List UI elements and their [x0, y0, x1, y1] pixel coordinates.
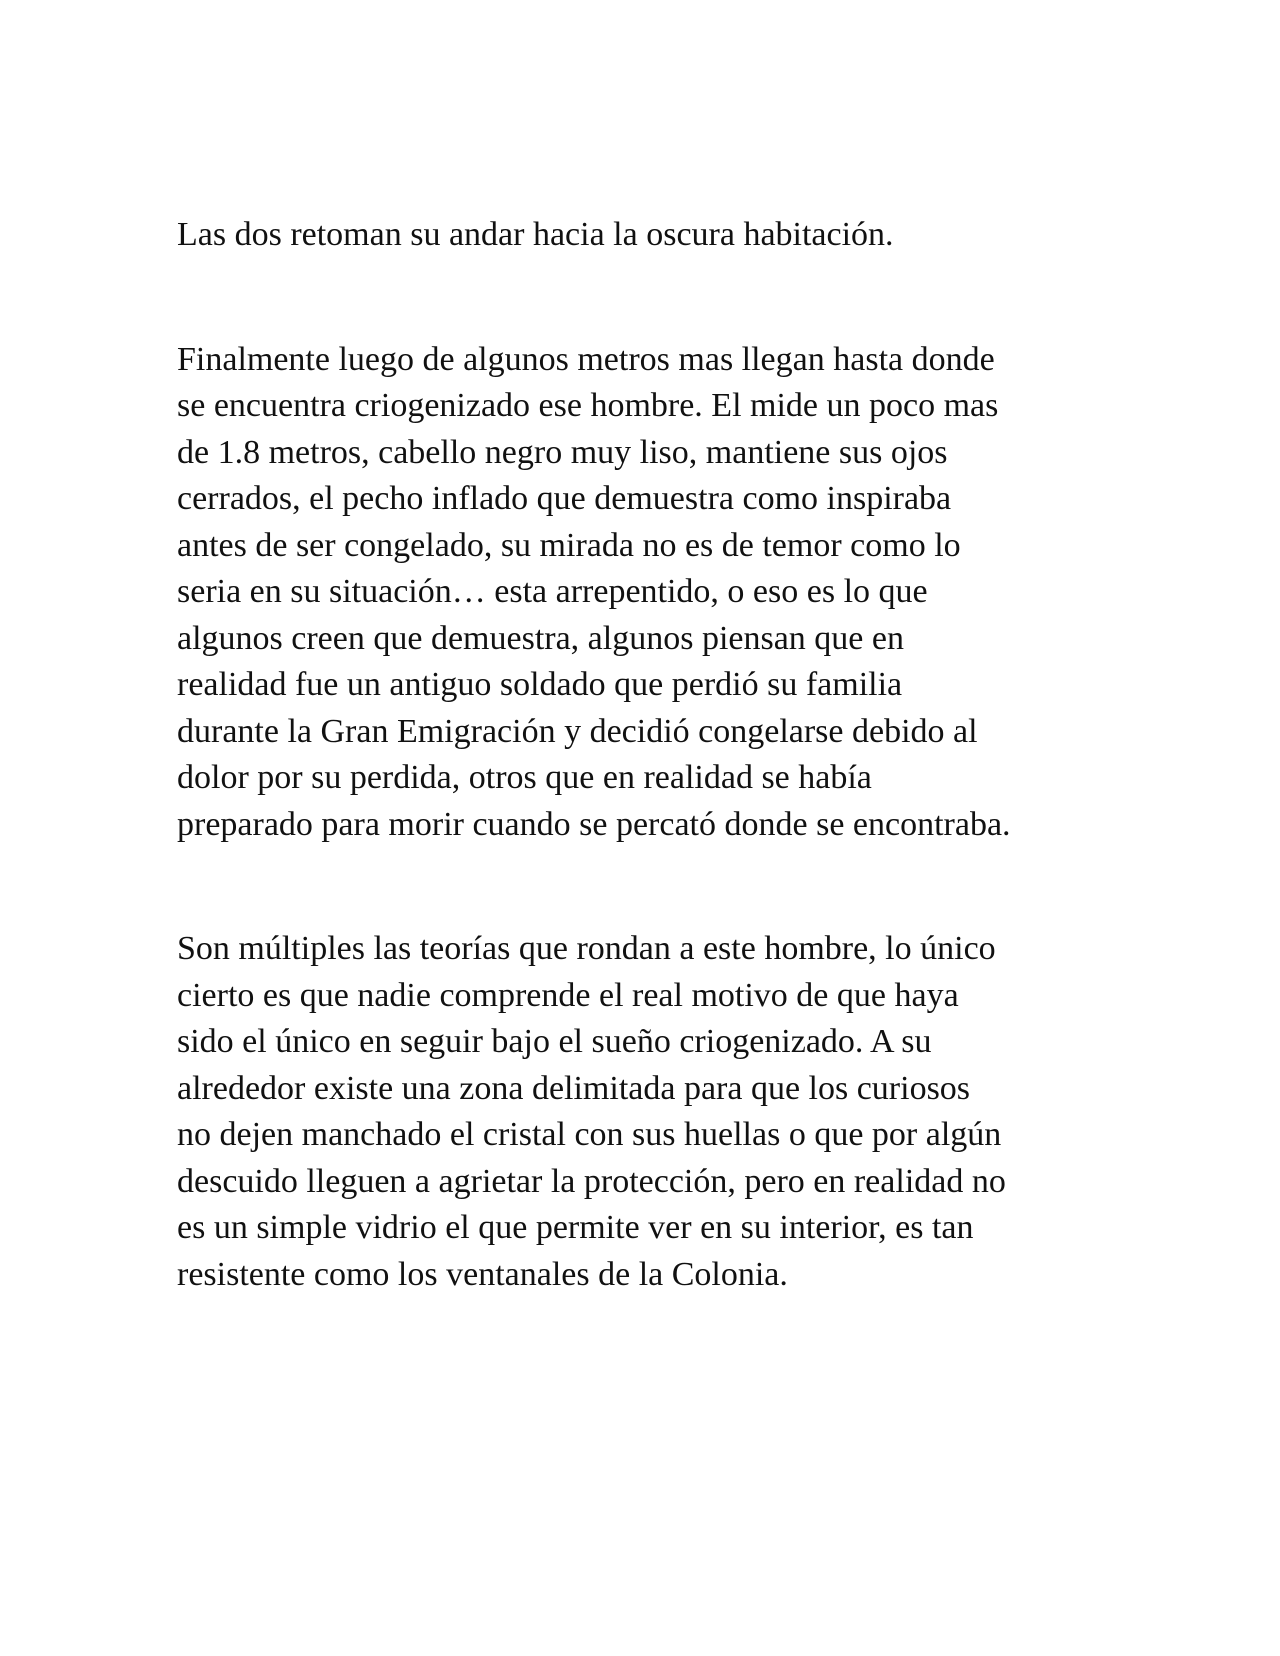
text-line: algunos creen que demuestra, algunos piensan que en: [177, 619, 904, 657]
text-line: cierto es que nadie comprende el real motivo de que haya: [177, 976, 959, 1014]
text-line: no dejen manchado el cristal con sus huellas o que por algún: [177, 1116, 1002, 1153]
text-line: Las dos retoman su andar hacia la oscura habitación.: [177, 216, 894, 253]
document-body: [177, 212, 1117, 1376]
text-line: sido el único en seguir bajo el sueño criogenizado. A su: [177, 1023, 932, 1060]
text-line: alrededor existe una zona delimitada para que los curiosos: [177, 1069, 971, 1107]
text-line: preparado para morir cuando se percató donde se encontraba.: [177, 805, 1011, 843]
text-line: durante la Gran Emigración y decidió congelarse debido al: [177, 712, 978, 750]
text-line: descuido lleguen a agrietar la protección, pero en realidad no: [177, 1162, 1006, 1200]
text-line: es un simple vidrio el que permite ver en su interior, es tan: [177, 1209, 974, 1246]
paragraph-3: [177, 926, 1117, 1298]
text-line: cerrados, el pecho inflado que demuestra como inspiraba: [177, 480, 952, 517]
text-line: dolor por su perdida, otros que en realidad se había: [177, 759, 872, 796]
text-line: Son múltiples las teorías que rondan a este hombre, lo único: [177, 930, 996, 967]
text-line: de 1.8 metros, cabello negro muy liso, mantiene sus ojos: [177, 433, 948, 471]
text-line: se encuentra criogenizado ese hombre. El mide un poco mas: [177, 387, 999, 424]
text-line: Finalmente luego de algunos metros mas llegan hasta donde: [177, 340, 995, 378]
text-line: seria en su situación… esta arrepentido, o eso es lo que: [177, 573, 928, 610]
paragraph-2: [177, 337, 1117, 849]
text-line: antes de ser congelado, su mirada no es de temor como lo: [177, 526, 961, 564]
text-line: resistente como los ventanales de la Colonia.: [177, 1255, 788, 1293]
text-line: realidad fue un antiguo soldado que perdió su familia: [177, 666, 903, 703]
paragraph-1: [177, 212, 1117, 259]
